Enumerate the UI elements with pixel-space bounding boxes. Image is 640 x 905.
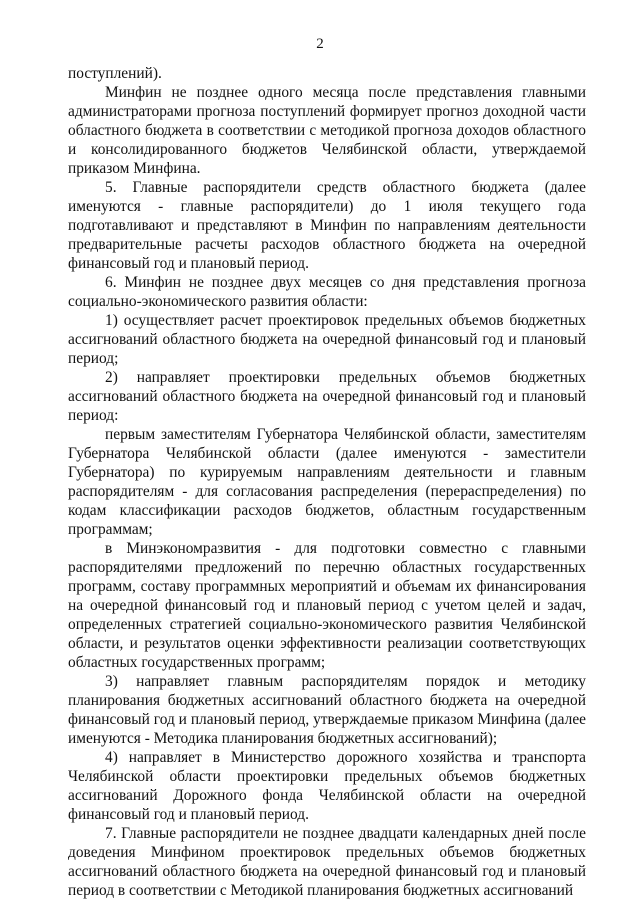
- paragraph-item-6-3: 3) направляет главным распорядителям порядок и методику планирования бюджетных ассигнований областного бюджета на очередной финансовый год и плановый период, утверждаемые приказом Минфина (далее именуются - Методика планирования бюджетных ассигнований);: [68, 673, 586, 747]
- paragraph-item-7: 7. Главные распорядители не позднее двадцати календарных дней после доведения Минфином проектировок предельных объемов бюджетных ассигнований областного бюджета на очередной финансовый год и плановый период в соответствии с Методикой планирования бюджетных ассигнований: [68, 825, 586, 899]
- paragraph-item-5: 5. Главные распорядители средств областного бюджета (далее именуются - главные распорядители) до 1 июля текущего года подготавливают и представляют в Минфин по направлениям деятельности предварительные расчеты расходов областного бюджета на очередной финансовый год и плановый период.: [68, 179, 586, 272]
- paragraph-item-6-1: 1) осуществляет расчет проектировок предельных объемов бюджетных ассигнований областного бюджета на очередной финансовый год и плановый период;: [68, 312, 586, 367]
- paragraph-item-6-2-deputies: первым заместителям Губернатора Челябинской области, заместителям Губернатора Челябинской области (далее именуются - заместители Губернатора) по курируемым направлениям деятельности и главным распорядителям - для согласования распределения (перераспределения) по кодам классификации расходов бюджетов, областным государственным программам;: [68, 426, 586, 538]
- paragraph-item-6-2: 2) направляет проектировки предельных объемов бюджетных ассигнований областного бюджета на очередной финансовый год и плановый период:: [68, 369, 586, 424]
- document-body: [68, 64, 586, 900]
- paragraph-minfin-revenue-forecast: Минфин не позднее одного месяца после представления главными администраторами прогноза поступлений формирует прогноз доходной части областного бюджета в соответствии с методикой прогноза доходов областного и консолидированного бюджетов Челябинской области, утверждаемой приказом Минфина.: [68, 84, 586, 177]
- paragraph-item-6-4: 4) направляет в Министерство дорожного хозяйства и транспорта Челябинской области проектировки предельных объемов бюджетных ассигнований Дорожного фонда Челябинской области на очередной финансовый год и плановый период.: [68, 749, 586, 823]
- paragraph-item-6: 6. Минфин не позднее двух месяцев со дня представления прогноза социально-экономического развития области:: [68, 274, 586, 310]
- paragraph-continuation: поступлений).: [68, 65, 162, 82]
- page-number: 2: [316, 36, 324, 52]
- paragraph-item-6-2-mineconomy: в Минэкономразвития - для подготовки совместно с главными распорядителями предложений по перечню областных государственных программ, составу программных мероприятий и объемам их финансирования на очередной финансовый год и плановый период с учетом целей и задач, определенных стратегией социально-экономического развития Челябинской области, и результатов оценки эффективности реализации соответствующих областных государственных программ;: [68, 540, 586, 671]
